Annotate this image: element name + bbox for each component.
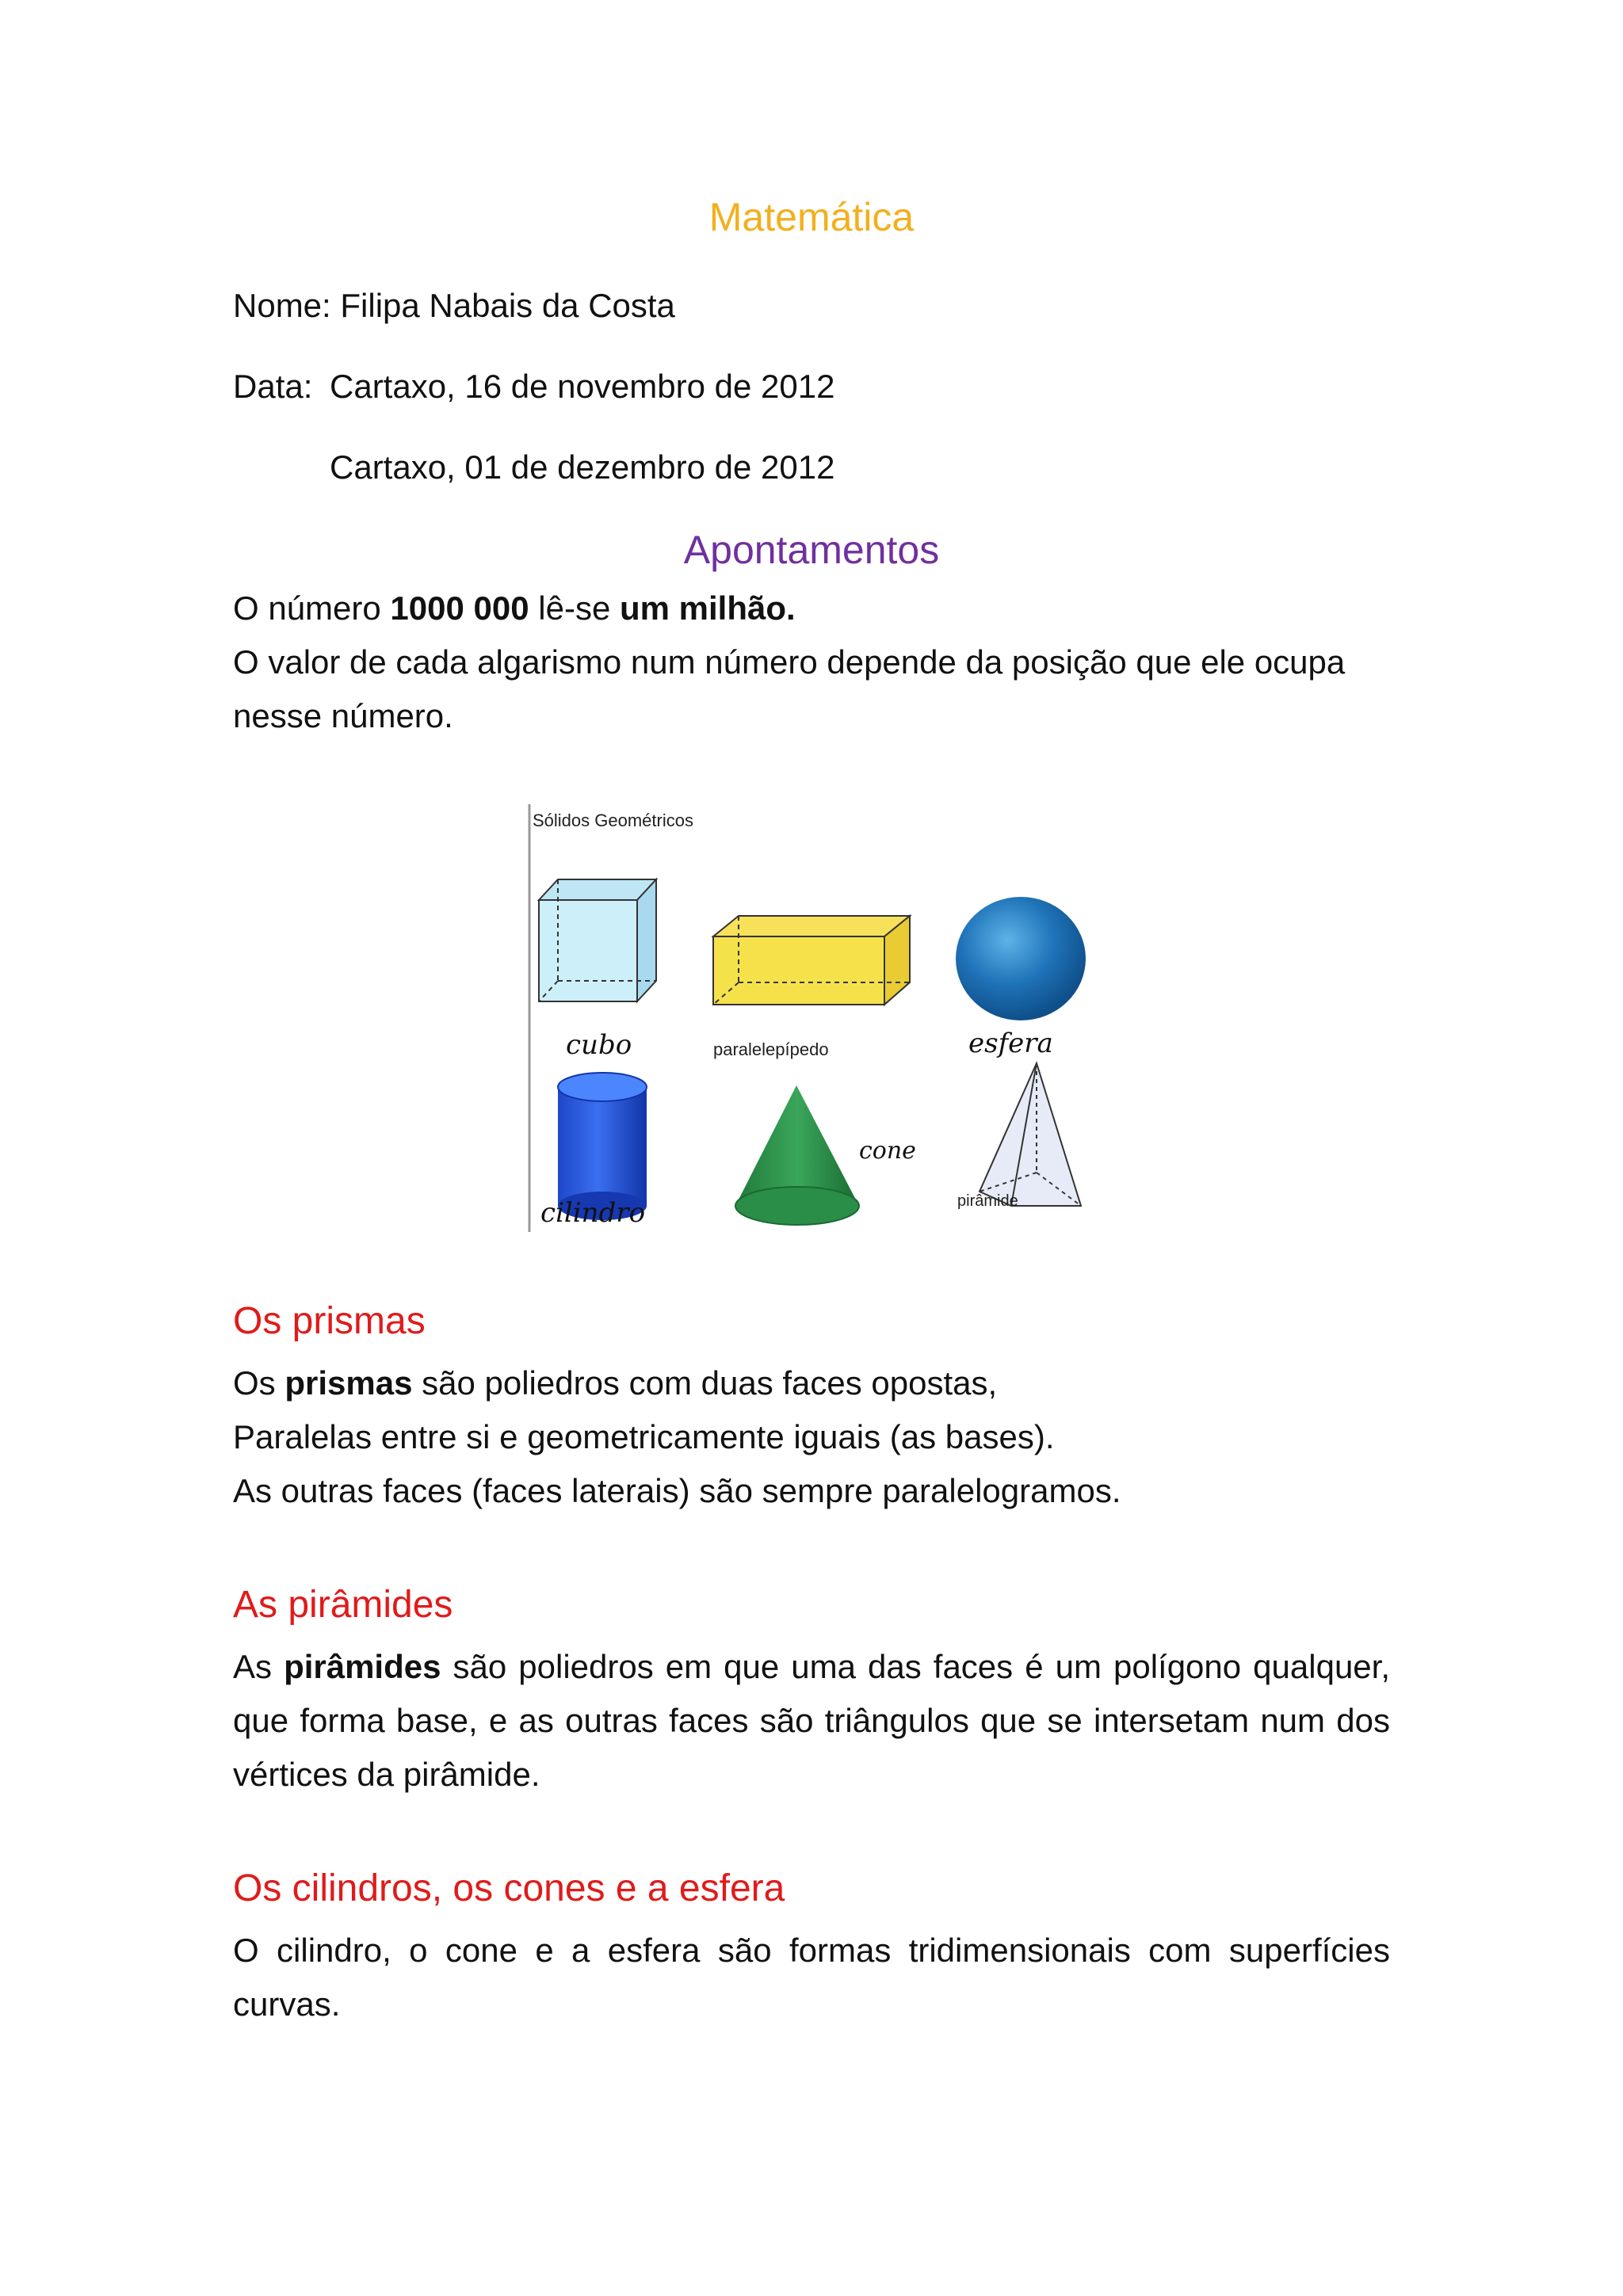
pyramid-label: pirâmide	[957, 1192, 1018, 1210]
date-2: Cartaxo, 01 de dezembro de 2012	[330, 448, 835, 486]
date-1: Cartaxo, 16 de novembro de 2012	[330, 368, 835, 405]
cylinder-label: cilindro	[540, 1197, 646, 1229]
parallelepiped-label: paralelepípedo	[713, 1039, 829, 1059]
prismas-line-3: As outras faces (faces laterais) são sempre paralelogramos.	[233, 1472, 1121, 1509]
parallelepiped-icon	[713, 916, 910, 1005]
intro-line-1: O número 1000 000 lê-se um milhão.	[233, 589, 796, 627]
prismas-line-1: Os prismas são poliedros com duas faces opostas,	[233, 1364, 998, 1402]
figure-caption: Sólidos Geométricos	[533, 810, 693, 830]
section-subtitle: Apontamentos	[683, 528, 940, 572]
heading-piramides: As pirâmides	[233, 1584, 453, 1626]
intro-line-3: nesse número.	[233, 697, 453, 734]
prismas-line-2: Paralelas entre si e geometricamente iguais (as bases).	[233, 1418, 1055, 1455]
intro-line-2: O valor de cada algarismo num número depende da posição que ele ocupa	[233, 643, 1346, 681]
geometric-solids-figure	[523, 800, 1117, 1236]
cone-label: cone	[859, 1137, 916, 1165]
cube-icon	[539, 879, 656, 1001]
piramides-paragraph: As pirâmides são poliedros em que uma das faces é um polígono qualquer, que forma base, e as outras faces são triângulos que se intersetam num dos vértices da pirâmide.	[233, 1648, 1390, 1793]
cube-label: cubo	[566, 1029, 632, 1061]
date-label: Data:	[233, 368, 313, 405]
page-title: Matemática	[708, 195, 915, 239]
name-line: Nome: Filipa Nabais da Costa	[233, 287, 675, 324]
sphere-icon	[956, 897, 1086, 1020]
heading-prismas: Os prismas	[233, 1300, 426, 1342]
sphere-label: esfera	[968, 1028, 1053, 1059]
cilindros-paragraph: O cilindro, o cone e a esfera são formas tridimensionais com superfícies curvas.	[233, 1932, 1390, 2023]
heading-cilindros: Os cilindros, os cones e a esfera	[233, 1867, 785, 1909]
